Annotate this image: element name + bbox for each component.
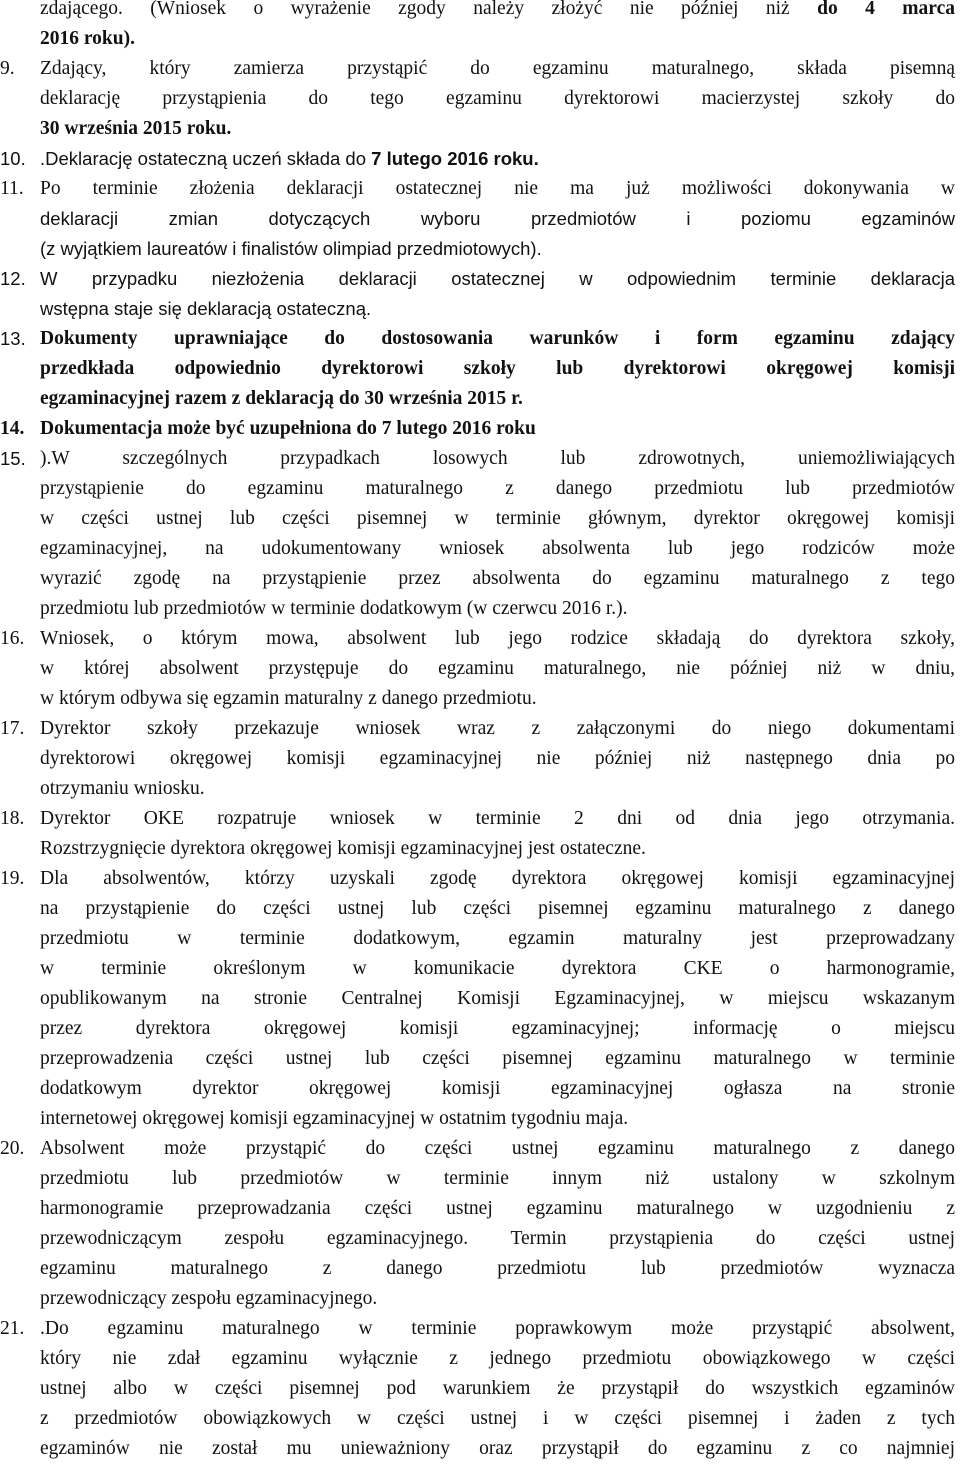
item-8-text: zdającego. (Wniosek o wyrażenie zgody należy złożyć nie później niż [40,0,818,19]
item-17-line: dyrektorowi okręgowej komisji egzaminacyjnej nie później niż następnego dnia po [40,748,955,769]
item-19-line: opublikowanym na stronie Centralnej Komisji Egzaminacyjnej, w miejscu wskazanym [40,988,955,1009]
item-15-line: w części ustnej lub części pisemnej w terminie głównym, dyrektor okręgowej komisji [40,508,955,529]
item-20-number: 20. [0,1138,25,1159]
item-16-line: w którym odbywa się egzamin maturalny z danego przedmiotu. [40,688,537,709]
item-15-line: egzaminacyjnej, na udokumentowany wniosek absolwenta lub jego rodziców może [40,538,955,559]
item-12-line: wstępna staje się deklaracją ostateczną. [40,298,372,319]
item-15-line: przystąpienie do egzaminu maturalnego z danego przedmiotu lub przedmiotów [40,478,955,499]
item-10-line [40,144,955,174]
item-15-number: 15. [0,448,26,469]
item-18-line: Dyrektor OKE rozpatruje wniosek w terminie 2 dni od dnia jego otrzymania. [40,808,955,829]
item-21-line: egzaminów nie został mu unieważniony oraz przystąpił do egzaminu z co najmniej [40,1438,955,1459]
item-10-number: 10. [0,148,26,169]
item-14-line: Dokumentacja może być uzupełniona do 7 lutego 2016 roku [40,418,536,439]
item-19-line: w terminie określonym w komunikacie dyrektora CKE o harmonogramie, [40,958,955,979]
item-19-line: przedmiotu w terminie dodatkowym, egzamin maturalny jest przeprowadzany [40,928,955,949]
item-9-number: 9. [0,58,15,79]
item-19-line: przez dyrektora okręgowej komisji egzaminacyjnej; informację o miejscu [40,1018,955,1039]
item-13-line: egzaminacyjnej razem z deklaracją do 30 września 2015 r. [40,388,523,409]
item-11-line: deklaracji zmian dotyczących wyboru przedmiotów i poziomu egzaminów [40,208,955,229]
item-18-number: 18. [0,808,25,829]
item-13-number: 13. [0,328,26,349]
item-12-number: 12. [0,268,26,289]
item-10-deadline: 7 lutego 2016 roku. [371,148,539,169]
item-19-number: 19. [0,868,25,889]
item-16-line: Wniosek, o którym mowa, absolwent lub jego rodzice składają do dyrektora szkoły, [40,628,955,649]
item-20-line: egzaminu maturalnego z danego przedmiotu lub przedmiotów wyznacza [40,1258,955,1279]
item-19-line: dodatkowym dyrektor okręgowej komisji egzaminacyjnej ogłasza na stronie [40,1078,955,1099]
item-8-line-2: 2016 roku). [40,28,135,49]
item-15-line: ).W szczególnych przypadkach losowych lub zdrowotnych, uniemożliwiających [40,448,955,469]
item-11-line: Po terminie złożenia deklaracji ostatecznej nie ma już możliwości dokonywania w [40,178,955,199]
item-13-line: Dokumenty uprawniające do dostosowania warunków i form egzaminu zdający [40,328,955,349]
item-17-line: Dyrektor szkoły przekazuje wniosek wraz z załączonymi do niego dokumentami [40,718,955,739]
item-21-number: 21. [0,1318,25,1339]
item-8-deadline: do 4 marca [817,0,955,19]
item-19-line: internetowej okręgowej komisji egzaminacyjnej w ostatnim tygodniu maja. [40,1108,629,1129]
item-21-line: ustnej albo w części pisemnej pod warunkiem że przystąpił do wszystkich egzaminów [40,1378,955,1399]
item-16-line: w której absolwent przystępuje do egzaminu maturalnego, nie później niż w dniu, [40,658,955,679]
item-11-number: 11. [0,178,24,199]
item-14-number: 14. [0,418,25,439]
item-15-line: wyrazić zgodę na przystąpienie przez absolwenta do egzaminu maturalnego z tego [40,568,955,589]
item-17-line: otrzymaniu wniosku. [40,778,205,799]
item-13-line: przedkłada odpowiednio dyrektorowi szkoły lub dyrektorowi okręgowej komisji [40,358,955,379]
item-21-line: z przedmiotów obowiązkowych w części ustnej i w części pisemnej i żaden z tych [40,1408,955,1429]
item-17-number: 17. [0,718,25,739]
item-20-line: harmonogramie przeprowadzania części ustnej egzaminu maturalnego w uzgodnieniu z [40,1198,955,1219]
item-20-line: przewodniczący zespołu egzaminacyjnego. [40,1288,378,1309]
item-8-line-1 [40,0,955,24]
item-15-line: przedmiotu lub przedmiotów w terminie dodatkowym (w czerwcu 2016 r.). [40,598,628,619]
item-9-deadline: 30 września 2015 roku. [40,118,232,139]
item-11-line: (z wyjątkiem laureatów i finalistów olimpiad przedmiotowych). [40,238,542,259]
item-19-line: na przystąpienie do części ustnej lub części pisemnej egzaminu maturalnego z danego [40,898,955,919]
item-12-line: W przypadku niezłożenia deklaracji ostatecznej w odpowiednim terminie deklaracja [40,268,955,289]
item-21-line: .Do egzaminu maturalnego w terminie poprawkowym może przystąpić absolwent, [40,1318,955,1339]
item-20-line: przedmiotu lub przedmiotów w terminie innym niż ustalony w szkolnym [40,1168,955,1189]
item-18-line: Rozstrzygnięcie dyrektora okręgowej komisji egzaminacyjnej jest ostateczne. [40,838,646,859]
item-10-text: .Deklarację ostateczną uczeń składa do [40,148,372,169]
item-19-line: przeprowadzenia części ustnej lub części pisemnej egzaminu maturalnego w terminie [40,1048,955,1069]
item-21-line: który nie zdał egzaminu wyłącznie z jednego przedmiotu obowiązkowego w części [40,1348,955,1369]
item-19-line: Dla absolwentów, którzy uzyskali zgodę dyrektora okręgowej komisji egzaminacyjnej [40,868,955,889]
item-9-line: deklarację przystąpienia do tego egzaminu dyrektorowi macierzystej szkoły do [40,88,955,109]
item-20-line: przewodniczącym zespołu egzaminacyjnego. Termin przystąpienia do części ustnej [40,1228,955,1249]
item-9-line: Zdający, który zamierza przystąpić do egzaminu maturalnego, składa pisemną [40,58,955,79]
item-20-line: Absolwent może przystąpić do części ustnej egzaminu maturalnego z danego [40,1138,955,1159]
item-16-number: 16. [0,628,25,649]
